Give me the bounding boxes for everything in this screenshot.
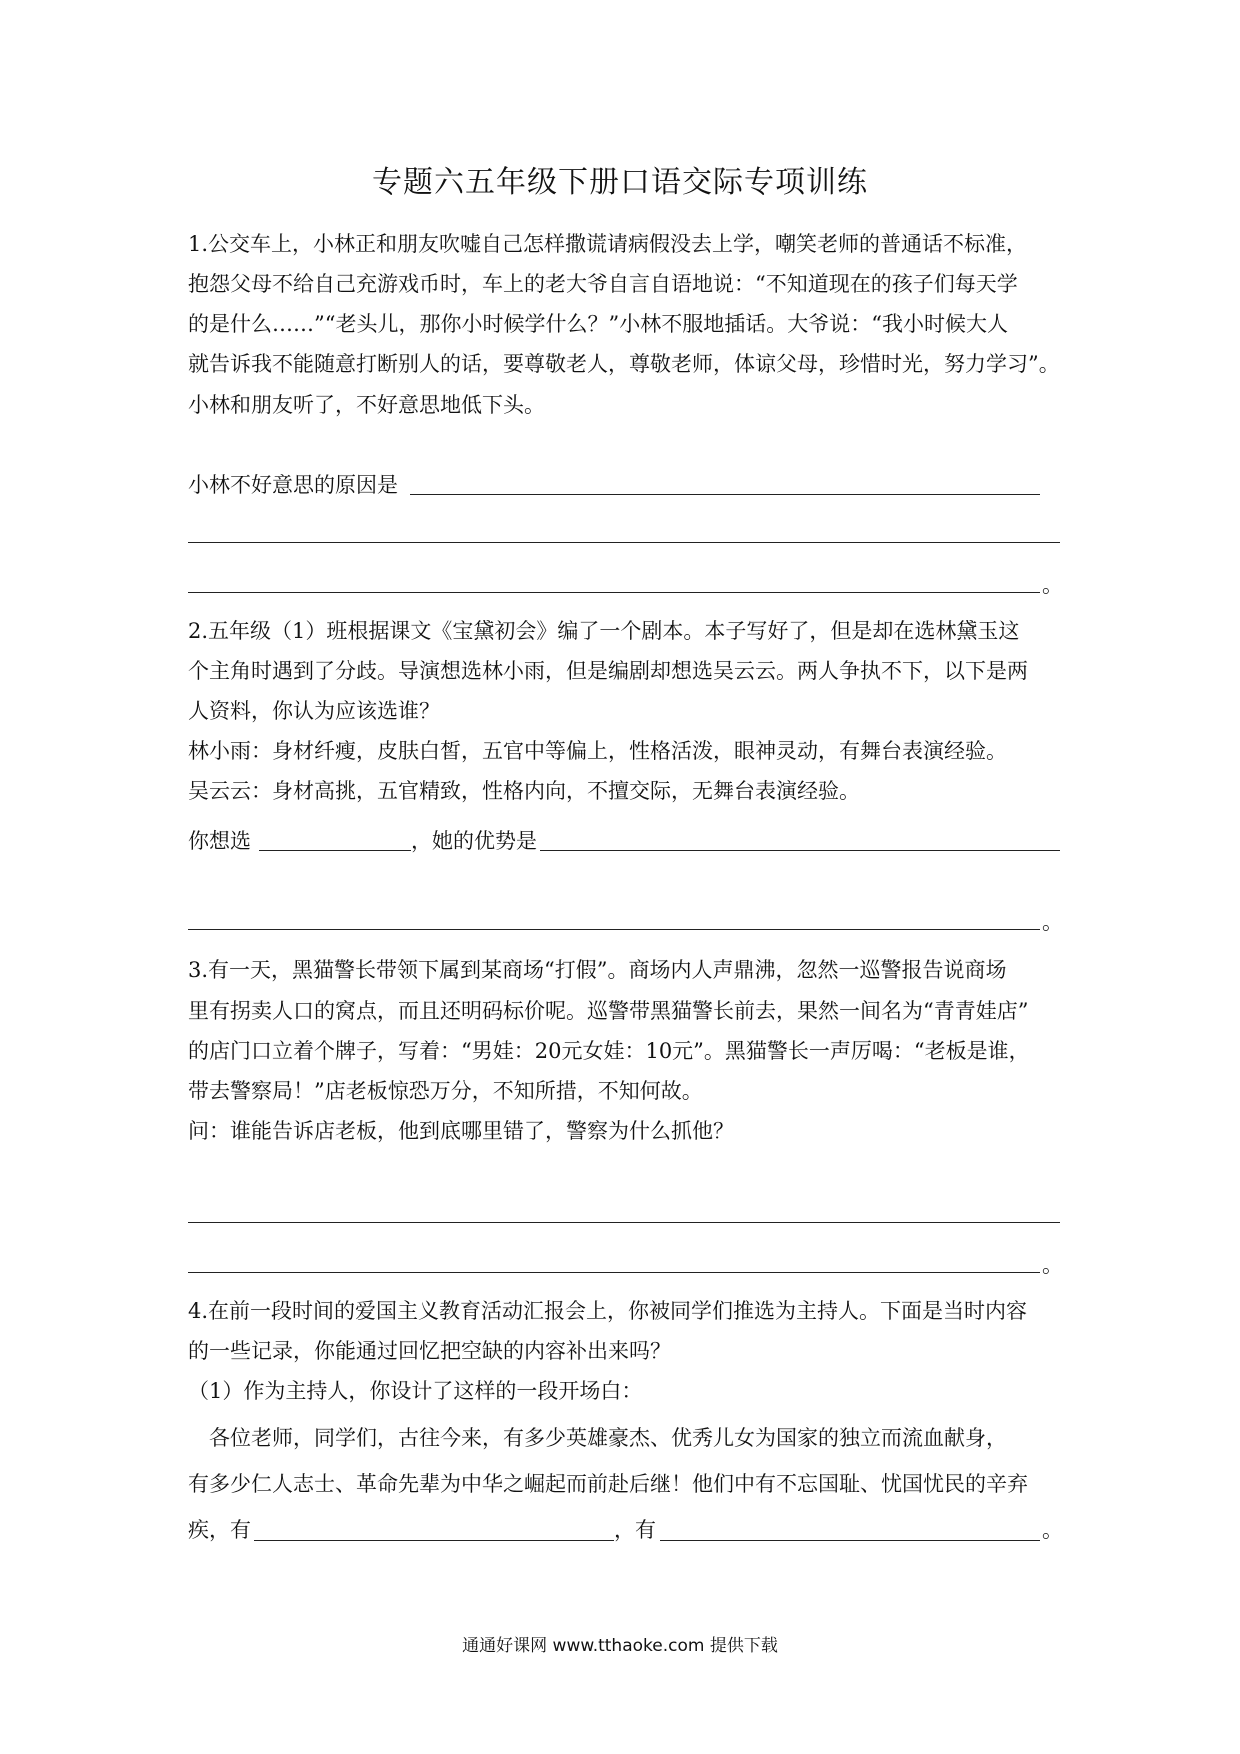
q4-last-mid: ，有 — [614, 1518, 656, 1542]
q3-line-3: 的店门口立着个牌子，写着：“男娃：20元女娃：10元”。黑猫警长一声厉喝：“老板是谁， — [188, 1039, 1030, 1063]
q2-line-2: 个主角时遇到了分歧。导演想选林小雨，但是编剧却想选吴云云。两人争执不下，以下是两 — [188, 659, 1028, 683]
q2-choice-blank[interactable] — [259, 850, 411, 851]
q4-line-1: 4.在前一段时间的爱国主义教育活动汇报会上，你被同学们推选为主持人。下面是当时内容 — [188, 1299, 1028, 1323]
q2-choose-prompt: 你想选 — [188, 829, 251, 853]
footer-credit: 通通好课网 www.tthaoke.com 提供下载 — [462, 1636, 778, 1656]
q2-advantage-blank-1[interactable] — [540, 850, 1060, 851]
q3-end-mark: 。 — [1042, 1253, 1063, 1277]
q2-line-5: 吴云云：身材高挑，五官精致，性格内向，不擅交际，无舞台表演经验。 — [188, 779, 860, 803]
q3-question: 问：谁能告诉店老板，他到底哪里错了，警察为什么抓他？ — [188, 1119, 734, 1143]
q1-line-3: 的是什么……”“老头儿，那你小时候学什么？”小林不服地插话。大爷说：“我小时候大人 — [188, 312, 1008, 336]
q1-line-5: 小林和朋友听了，不好意思地低下头。 — [188, 393, 545, 417]
q1-line-4: 就告诉我不能随意打断别人的话，要尊敬老人，尊敬老师，体谅父母，珍惜时光，努力学习”。 — [188, 352, 1060, 376]
q1-line-2: 抱怨父母不给自己充游戏币时，车上的老大爷自言自语地说：“不知道现在的孩子们每天学 — [188, 272, 1018, 296]
q1-line-1: 1.公交车上，小林正和朋友吹嘘自己怎样撒谎请病假没去上学，嘲笑老师的普通话不标准， — [188, 232, 1028, 256]
q2-line-1: 2.五年级（1）班根据课文《宝黛初会》编了一个剧本。本子写好了，但是却在选林黛玉这 — [188, 619, 1020, 643]
q1-answer-blank-1[interactable] — [410, 494, 1040, 495]
q4-end-mark: 。 — [1042, 1518, 1063, 1542]
q4-subquestion-1: （1）作为主持人，你设计了这样的一段开场白： — [188, 1379, 643, 1403]
q1-end-mark: 。 — [1042, 573, 1063, 597]
q2-advantage-blank-2[interactable] — [188, 929, 1040, 930]
q3-answer-blank-1[interactable] — [188, 1222, 1060, 1223]
q3-answer-blank-2[interactable] — [188, 1272, 1040, 1273]
q4-last-start: 疾，有 — [188, 1518, 251, 1542]
q3-line-1: 3.有一天，黑猫警长带领下属到某商场“打假”。商场内人声鼎沸，忽然一巡警报告说商场 — [188, 958, 1007, 982]
page-title: 专题六五年级下册口语交际专项训练 — [372, 165, 868, 200]
q4-answer-blank-1[interactable] — [254, 1540, 614, 1541]
q4-answer-blank-2[interactable] — [660, 1540, 1040, 1541]
q1-answer-prompt: 小林不好意思的原因是 — [188, 473, 398, 497]
q4-line-5: 有多少仁人志士、革命先辈为中华之崛起而前赴后继！他们中有不忘国耻、忧国忧民的辛弃 — [188, 1472, 1028, 1496]
q2-line-4: 林小雨：身材纤瘦，皮肤白皙，五官中等偏上，性格活泼，眼神灵动，有舞台表演经验。 — [188, 739, 1007, 763]
q1-answer-blank-2[interactable] — [188, 542, 1060, 543]
q2-advantage-prompt: ，她的优势是 — [411, 829, 537, 853]
q3-line-4: 带去警察局！”店老板惊恐万分，不知所措，不知何故。 — [188, 1079, 703, 1103]
q3-line-2: 里有拐卖人口的窝点，而且还明码标价呢。巡警带黑猫警长前去，果然一间名为“青青娃店” — [188, 999, 1029, 1023]
q1-answer-blank-3[interactable] — [188, 592, 1040, 593]
q4-line-4: 各位老师，同学们，古往今来，有多少英雄豪杰、优秀儿女为国家的独立而流血献身， — [188, 1426, 1007, 1450]
q4-line-2: 的一些记录，你能通过回忆把空缺的内容补出来吗？ — [188, 1339, 671, 1363]
q2-line-3: 人资料，你认为应该选谁？ — [188, 699, 440, 723]
q2-end-mark: 。 — [1042, 910, 1063, 934]
